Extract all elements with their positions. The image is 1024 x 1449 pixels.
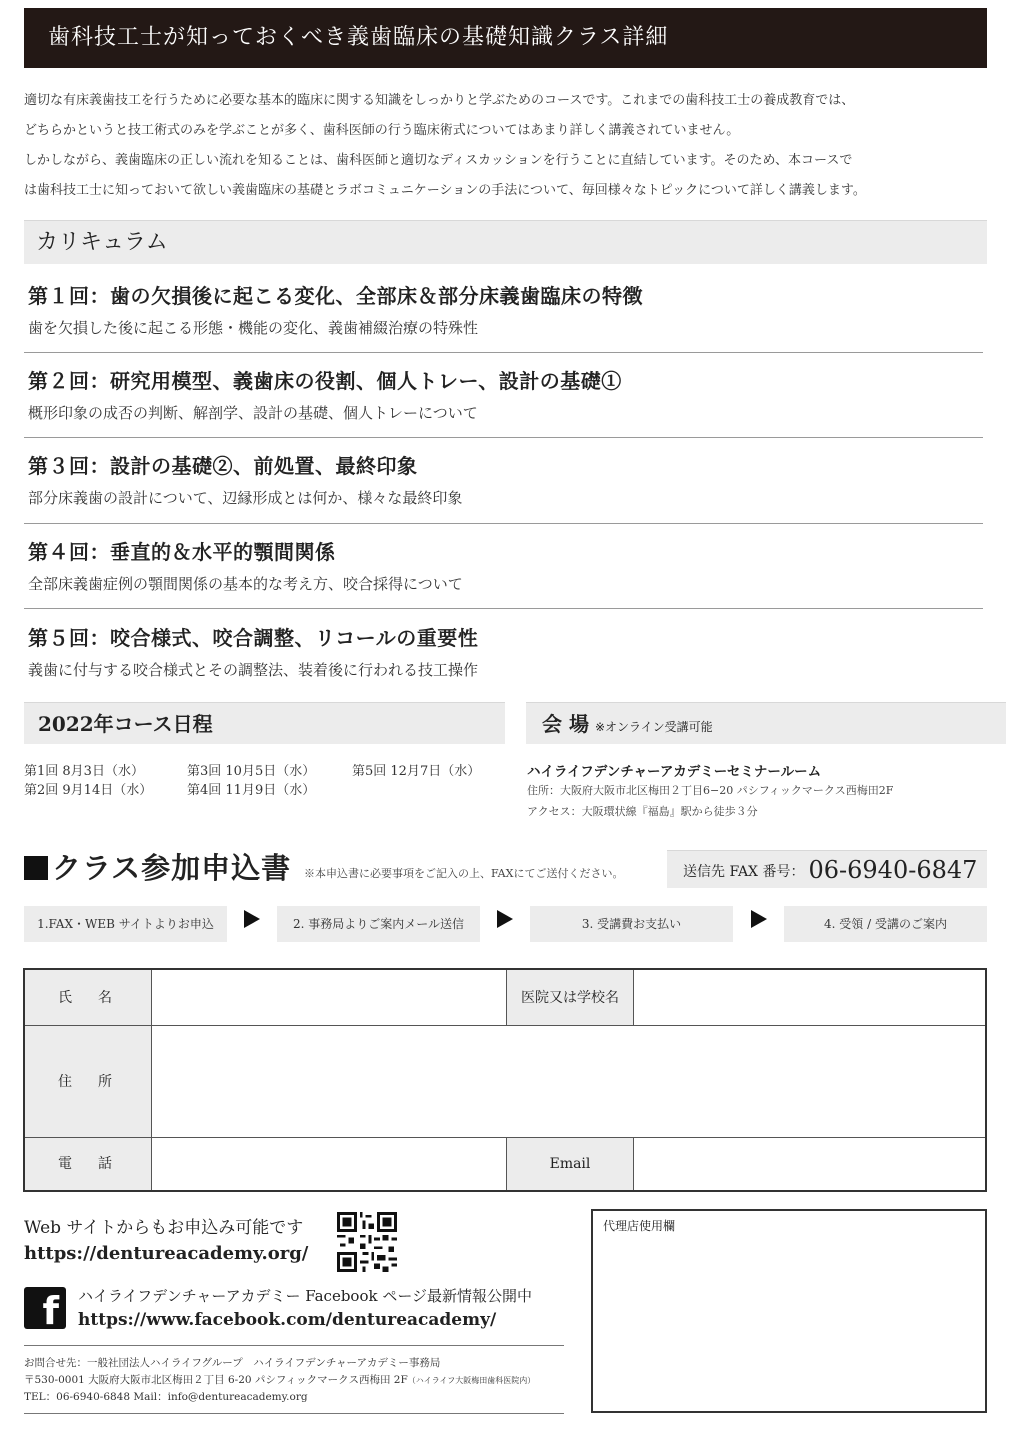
clinic-label: 医院又は学校名 (507, 970, 634, 1026)
step-4: 4. 受領 / 受講のご案内 (784, 906, 987, 942)
facebook-text: ハイライフデンチャーアカデミー Facebook ページ最新情報公開中 (78, 1287, 533, 1305)
contact-line: お問合せ先：一般社団法人ハイライフグループ ハイライフデンチャーアカデミー事務局 (24, 1357, 441, 1369)
facebook-icon: f (24, 1287, 66, 1329)
intro-line: しかしながら、義歯臨床の正しい流れを知ることは、歯科医師と適切なディスカッションを行うことに直結しています。そのため、本コースで (24, 153, 853, 168)
venue-heading (526, 702, 1006, 744)
web-url[interactable]: https://dentureacademy.org/ (24, 1243, 309, 1264)
application-title-text: クラス参加申込書 (52, 851, 292, 885)
application-title (24, 846, 291, 887)
contact-address-text: 〒530-0001 大阪府大阪市北区梅田２丁目 6-20 パシフィックマークス西梅田 2F (24, 1374, 408, 1386)
venue-heading-text: 会 場 (542, 712, 589, 736)
lesson-subtitle: 歯を欠損した後に起こる形態・機能の変化、義歯補綴治療の特殊性 (28, 319, 479, 337)
lesson-title: 第１回：歯の欠損後に起こる変化、全部床＆部分床義歯臨床の特徴 (28, 284, 643, 308)
schedule-date: 第3回 10月5日（水） (187, 764, 316, 779)
email-field[interactable] (634, 1138, 985, 1190)
lesson-item (24, 622, 983, 682)
lesson-title: 第３回：設計の基礎②、前処置、最終印象 (28, 454, 418, 478)
intro-line: は歯科技工士に知っておいて欲しい義歯臨床の基礎とラボコミュニケーションの手法について、毎回様々なトピックについて詳しく講義します。 (24, 183, 866, 198)
lesson-subtitle: 全部床義歯症例の顎間関係の基本的な考え方、咬合採得について (28, 575, 463, 593)
web-info (24, 1215, 308, 1267)
fax-number-box (667, 850, 987, 888)
step-3: 3. 受講費お支払い (530, 906, 733, 942)
lesson-item (24, 280, 983, 353)
fax-number: 06-6940-6847 (808, 856, 978, 884)
venue-access: アクセス：大阪環状線『福島』駅から徒歩３分 (527, 805, 758, 818)
lesson-item (24, 365, 983, 438)
web-text: Web サイトからもお申込み可能です (24, 1218, 304, 1238)
address-field[interactable] (152, 1026, 985, 1138)
email-label: Email (507, 1138, 634, 1190)
schedule-date: 第1回 8月3日（水） (24, 764, 144, 779)
name-field[interactable] (152, 970, 507, 1026)
lesson-item (24, 536, 983, 609)
square-bullet-icon (24, 856, 48, 880)
intro-text (24, 86, 999, 206)
schedule-date: 第2回 9月14日（水） (24, 783, 153, 798)
page-title: 歯科技工士が知っておくべき義歯臨床の基礎知識クラス詳細 (24, 8, 987, 68)
qr-code-icon (337, 1212, 397, 1272)
venue-name: ハイライフデンチャーアカデミーセミナールーム (527, 764, 822, 780)
lesson-title: 第５回：咬合様式、咬合調整、リコールの重要性 (28, 626, 479, 650)
schedule-date: 第4回 11月9日（水） (187, 783, 316, 798)
step-1: 1.FAX・WEB サイトよりお申込 (24, 906, 227, 942)
contact-info (24, 1355, 535, 1406)
step-2: 2. 事務局よりご案内メール送信 (277, 906, 480, 942)
curriculum-heading: カリキュラム (24, 220, 987, 264)
venue-address: 住所：大阪府大阪市北区梅田２丁目6−20 パシフィックマークス西梅田2F (527, 784, 894, 797)
contact-line: TEL：06-6940-6848 Mail：info@dentureacademy.org (24, 1391, 308, 1403)
lesson-title: 第２回：研究用模型、義歯床の役割、個人トレー、設計の基礎① (28, 369, 622, 393)
facebook-info (78, 1284, 532, 1332)
phone-label: 電 話 (25, 1138, 152, 1190)
arrow-right-icon (751, 910, 767, 928)
lesson-title: 第４回：垂直的＆水平的顎間関係 (28, 540, 336, 564)
contact-address-note: （ハイライフ大阪梅田歯科医院内） (407, 1376, 536, 1385)
address-label: 住 所 (25, 1026, 152, 1138)
schedule-date: 第5回 12月7日（水） (352, 764, 481, 779)
venue-note: ※オンライン受講可能 (594, 720, 713, 734)
application-note: ※本申込書に必要事項をご記入の上、FAXにてご送付ください。 (304, 867, 624, 880)
divider (24, 1413, 564, 1414)
application-form (23, 968, 987, 1192)
divider (24, 1345, 564, 1346)
lesson-subtitle: 概形印象の成否の判断、解剖学、設計の基礎、個人トレーについて (28, 404, 478, 422)
arrow-right-icon (244, 910, 260, 928)
arrow-right-icon (497, 910, 513, 928)
lesson-subtitle: 義歯に付与する咬合様式とその調整法、装着後に行われる技工操作 (28, 661, 479, 679)
intro-line: どちらかというと技工術式のみを学ぶことが多く、歯科医師の行う臨床術式についてはあまり詳しく講義されていません。 (24, 123, 740, 138)
name-label: 氏 名 (25, 970, 152, 1026)
agency-box (591, 1209, 987, 1413)
schedule-heading: 2022年コース日程 (24, 702, 505, 744)
contact-address (24, 1372, 535, 1389)
phone-field[interactable] (152, 1138, 507, 1190)
fax-label: 送信先 FAX 番号： (683, 864, 805, 880)
lesson-item (24, 450, 983, 524)
agency-label: 代理店使用欄 (603, 1219, 676, 1233)
intro-line: 適切な有床義歯技工を行うために必要な基本的臨床に関する知識をしっかりと学ぶためのコースです。これまでの歯科技工士の養成教育では、 (24, 93, 855, 108)
clinic-field[interactable] (634, 970, 985, 1026)
lesson-subtitle: 部分床義歯の設計について、辺縁形成とは何か、様々な最終印象 (28, 489, 463, 507)
facebook-url[interactable]: https://www.facebook.com/dentureacademy/ (78, 1310, 497, 1330)
